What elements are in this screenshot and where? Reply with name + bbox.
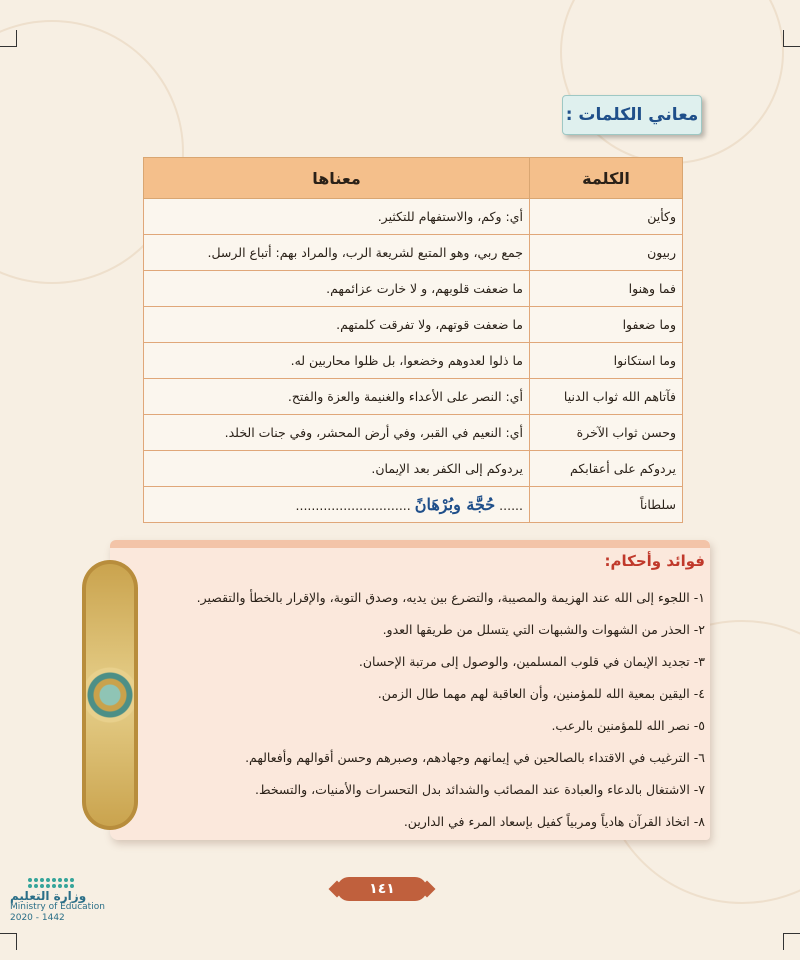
word-cell: فما وهنوا	[530, 271, 683, 307]
table-row	[144, 343, 683, 379]
meanings-table	[143, 157, 683, 523]
benefit-item: ٨- اتخاذ القرآن هادياً ومربياً كفيل بإسعاد المرء في الدارين.	[403, 814, 705, 829]
table-row	[144, 235, 683, 271]
background-ornament	[560, 0, 784, 164]
table-row	[144, 415, 683, 451]
word-cell: فآتاهم الله ثواب الدنيا	[530, 379, 683, 415]
benefit-item: ٦- الترغيب في الاقتداء بالصالحين في إيمانهم وجهادهم، وصبرهم وحسن أقوالهم وأفعالهم.	[245, 750, 705, 765]
meaning-cell: أي: وكم، والاستفهام للتكثير.	[144, 199, 530, 235]
word-cell: وكأين	[530, 199, 683, 235]
benefit-item: ٧- الاشتغال بالدعاء والعبادة عند المصائب والشدائد بدل التحسرات والأمنيات، والتسخط.	[255, 782, 705, 797]
table-row	[144, 451, 683, 487]
benefit-item: ٣- تجديد الإيمان في قلوب المسلمين، والوصول إلى مرتبة الإحسان.	[358, 654, 705, 669]
table-row	[144, 379, 683, 415]
logo-dots-icon	[28, 878, 105, 888]
meaning-cell: ما ضعفت قوتهم، ولا تفرقت كلمتهم.	[144, 307, 530, 343]
dots-prefix: ......	[499, 498, 523, 513]
handwritten-answer: حُجَّة وبُرْهَانً	[414, 495, 496, 514]
crop-mark	[0, 30, 17, 47]
section-title: معاني الكلمات :	[562, 95, 702, 135]
crop-mark	[783, 30, 800, 47]
meaning-cell: ما ذلوا لعدوهم وخضعوا، بل ظلوا محاربين له.	[144, 343, 530, 379]
word-cell: وحسن ثواب الآخرة	[530, 415, 683, 451]
logo-year: 2020 - 1442	[10, 913, 65, 923]
meaning-cell: أي: النصر على الأعداء والغنيمة والعزة والفتح.	[144, 379, 530, 415]
crop-mark	[783, 933, 800, 950]
column-header-meaning: معناها	[144, 158, 530, 199]
quran-ornament-icon	[82, 560, 138, 830]
word-cell: وما ضعفوا	[530, 307, 683, 343]
table-row	[144, 199, 683, 235]
logo-name-ar: وزارة التعليم	[10, 889, 87, 903]
benefits-box-top-band	[110, 540, 710, 548]
meaning-cell: أي: النعيم في القبر، وفي أرض المحشر، وفي جنات الخلد.	[144, 415, 530, 451]
logo-name-en: Ministry of Education	[10, 902, 105, 912]
benefit-item: ١- اللجوء إلى الله عند الهزيمة والمصيبة، والتضرع بين يديه، وصدق التوبة، والإقرار بالخطأ والتقصير.	[196, 590, 705, 605]
benefit-item: ٤- اليقين بمعية الله للمؤمنين، وأن العاقبة لهم مهما طال الزمن.	[377, 686, 705, 701]
page-number: ١٤١	[337, 877, 427, 901]
table-row	[144, 307, 683, 343]
word-cell: يردوكم على أعقابكم	[530, 451, 683, 487]
benefit-item: ٢- الحذر من الشهوات والشبهات التي يتسلل من طريقها العدو.	[382, 622, 705, 637]
table-row	[144, 271, 683, 307]
dots-suffix: .............................	[295, 498, 411, 513]
meaning-cell: يردوكم إلى الكفر بعد الإيمان.	[144, 451, 530, 487]
benefits-title: فوائد وأحكام:	[604, 552, 705, 570]
crop-mark	[0, 933, 17, 950]
benefit-item: ٥- نصر الله للمؤمنين بالرعب.	[551, 718, 705, 733]
table-row	[144, 487, 683, 523]
answer-cell	[144, 487, 530, 523]
table-header	[144, 158, 683, 199]
meaning-cell: ما ضعفت قلوبهم، و لا خارت عزائمهم.	[144, 271, 530, 307]
column-header-word: الكلمة	[530, 158, 683, 199]
word-cell: وما استكانوا	[530, 343, 683, 379]
word-cell: ربيون	[530, 235, 683, 271]
word-cell: سلطاناً	[530, 487, 683, 523]
ministry-logo	[10, 878, 105, 924]
meaning-cell: جمع ربي، وهو المتبع لشريعة الرب، والمراد بهم: أتباع الرسل.	[144, 235, 530, 271]
